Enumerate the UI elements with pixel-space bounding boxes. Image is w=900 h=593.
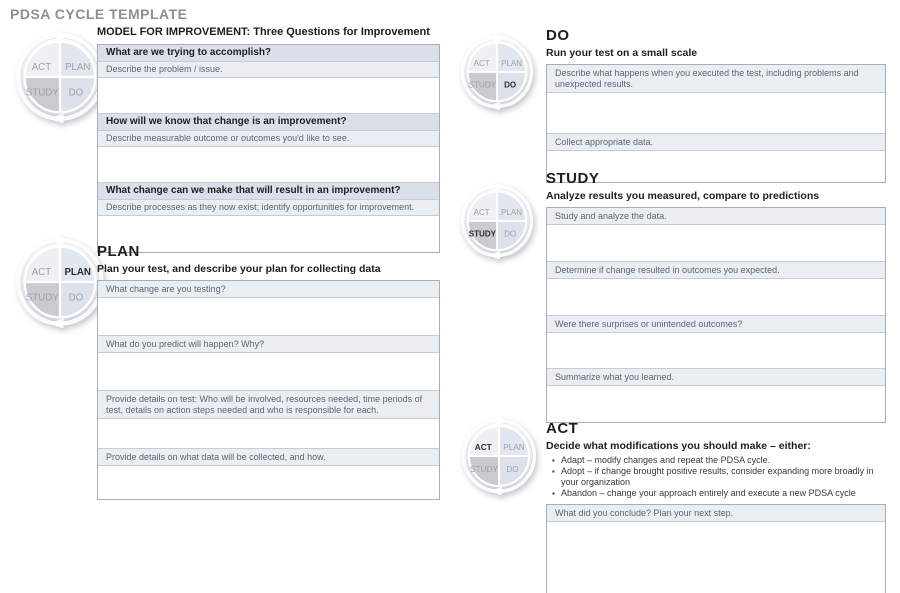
pdsa-cycle-diagram-plan: [14, 236, 106, 328]
section-act: [546, 420, 886, 593]
cycle-label-study: STUDY: [470, 464, 498, 474]
cycle-label-act: ACT: [473, 59, 490, 69]
pdsa-cycle-diagram-model: [14, 31, 106, 123]
prompt-row: Study and analyze the data.: [547, 208, 885, 225]
cycle-label-study: STUDY: [468, 229, 496, 239]
section-heading: MODEL FOR IMPROVEMENT: Three Questions for Improvement: [97, 26, 430, 38]
section-model-for-improvement: [97, 26, 440, 253]
section-title: PLAN: [97, 243, 140, 260]
prompt-row: What did you conclude? Plan your next step.: [547, 505, 885, 522]
section-subtitle: Plan your test, and describe your plan for collecting data: [97, 263, 381, 275]
section-title: STUDY: [546, 170, 600, 187]
question-hint: Describe processes as they now exist; identify opportunities for improvement.: [98, 200, 439, 216]
question-hint: Describe measurable outcome or outcomes you'd like to see.: [98, 131, 439, 147]
cycle-label-act: ACT: [31, 61, 52, 73]
answer-area[interactable]: [98, 353, 439, 391]
prompt-row: What change are you testing?: [98, 281, 439, 298]
do-table: [546, 64, 886, 183]
prompt-row: Collect appropriate data.: [547, 134, 885, 151]
act-option: ▪ Adapt – modify changes and repeat the PDSA cycle.: [552, 455, 886, 466]
section-subtitle: Decide what modifications you should make – either:: [546, 440, 811, 452]
prompt-row: Were there surprises or unintended outcomes?: [547, 316, 885, 333]
cycle-label-act: ACT: [474, 443, 492, 452]
answer-area[interactable]: [98, 466, 439, 499]
act-table: [546, 504, 886, 593]
answer-area[interactable]: [98, 298, 439, 336]
cycle-label-do: DO: [68, 87, 84, 99]
section-plan: [97, 243, 440, 500]
model-table: [97, 44, 440, 253]
prompt-row: Describe what happens when you executed the test, including problems and unexpected results.: [547, 65, 885, 93]
cycle-label-act: ACT: [31, 266, 52, 278]
act-options-list: [552, 455, 886, 499]
section-study: [546, 170, 886, 423]
question-header: What change can we make that will result in an improvement?: [98, 183, 439, 200]
answer-area[interactable]: [547, 225, 885, 262]
answer-area[interactable]: [98, 419, 439, 449]
cycle-label-act: ACT: [473, 208, 490, 218]
question-hint: Describe the problem / issue.: [98, 62, 439, 78]
prompt-row: What do you predict will happen? Why?: [98, 336, 439, 353]
cycle-label-plan: PLAN: [64, 61, 91, 73]
pdsa-cycle-diagram-study: [459, 183, 535, 259]
pdsa-cycle-diagram-act: [460, 417, 538, 495]
cycle-label-study: STUDY: [25, 87, 59, 99]
answer-area[interactable]: [547, 522, 885, 593]
prompt-row: Summarize what you learned.: [547, 369, 885, 386]
cycle-label-study: STUDY: [25, 292, 59, 304]
question-header: What are we trying to accomplish?: [98, 45, 439, 62]
plan-table: [97, 280, 440, 500]
cycle-label-do: DO: [68, 292, 84, 304]
answer-area[interactable]: [98, 78, 439, 114]
study-table: [546, 207, 886, 423]
answer-area[interactable]: [547, 279, 885, 316]
answer-area[interactable]: [547, 93, 885, 134]
page-title: PDSA CYCLE TEMPLATE: [10, 6, 188, 22]
prompt-row: Determine if change resulted in outcomes you expected.: [547, 262, 885, 279]
act-option: ▪ Abandon – change your approach entirely and execute a new PDSA cycle: [552, 488, 886, 499]
section-title: DO: [546, 27, 570, 44]
answer-area[interactable]: [547, 386, 885, 422]
cycle-label-plan: PLAN: [503, 443, 525, 452]
section-subtitle: Run your test on a small scale: [546, 47, 698, 59]
answer-area[interactable]: [98, 147, 439, 183]
cycle-label-study: STUDY: [468, 80, 496, 90]
pdsa-cycle-diagram-do: [459, 34, 535, 110]
prompt-row: Provide details on test: Who will be involved, resources needed, time periods of test, details on action steps needed and who is responsible for each.: [98, 391, 439, 419]
prompt-row: Provide details on what data will be collected, and how.: [98, 449, 439, 466]
answer-area[interactable]: [547, 333, 885, 369]
cycle-label-plan: PLAN: [501, 208, 523, 218]
section-subtitle: Analyze results you measured, compare to predictions: [546, 190, 820, 202]
cycle-label-do: DO: [504, 80, 517, 90]
cycle-label-do: DO: [504, 229, 517, 239]
section-title: ACT: [546, 420, 579, 437]
cycle-label-plan: PLAN: [501, 59, 523, 69]
section-do: [546, 27, 886, 183]
cycle-label-plan: PLAN: [64, 266, 91, 278]
question-header: How will we know that change is an improvement?: [98, 114, 439, 131]
cycle-label-do: DO: [506, 464, 519, 474]
act-option: ▪ Adopt – if change brought positive results, consider expanding more broadly in your organization: [552, 466, 886, 488]
